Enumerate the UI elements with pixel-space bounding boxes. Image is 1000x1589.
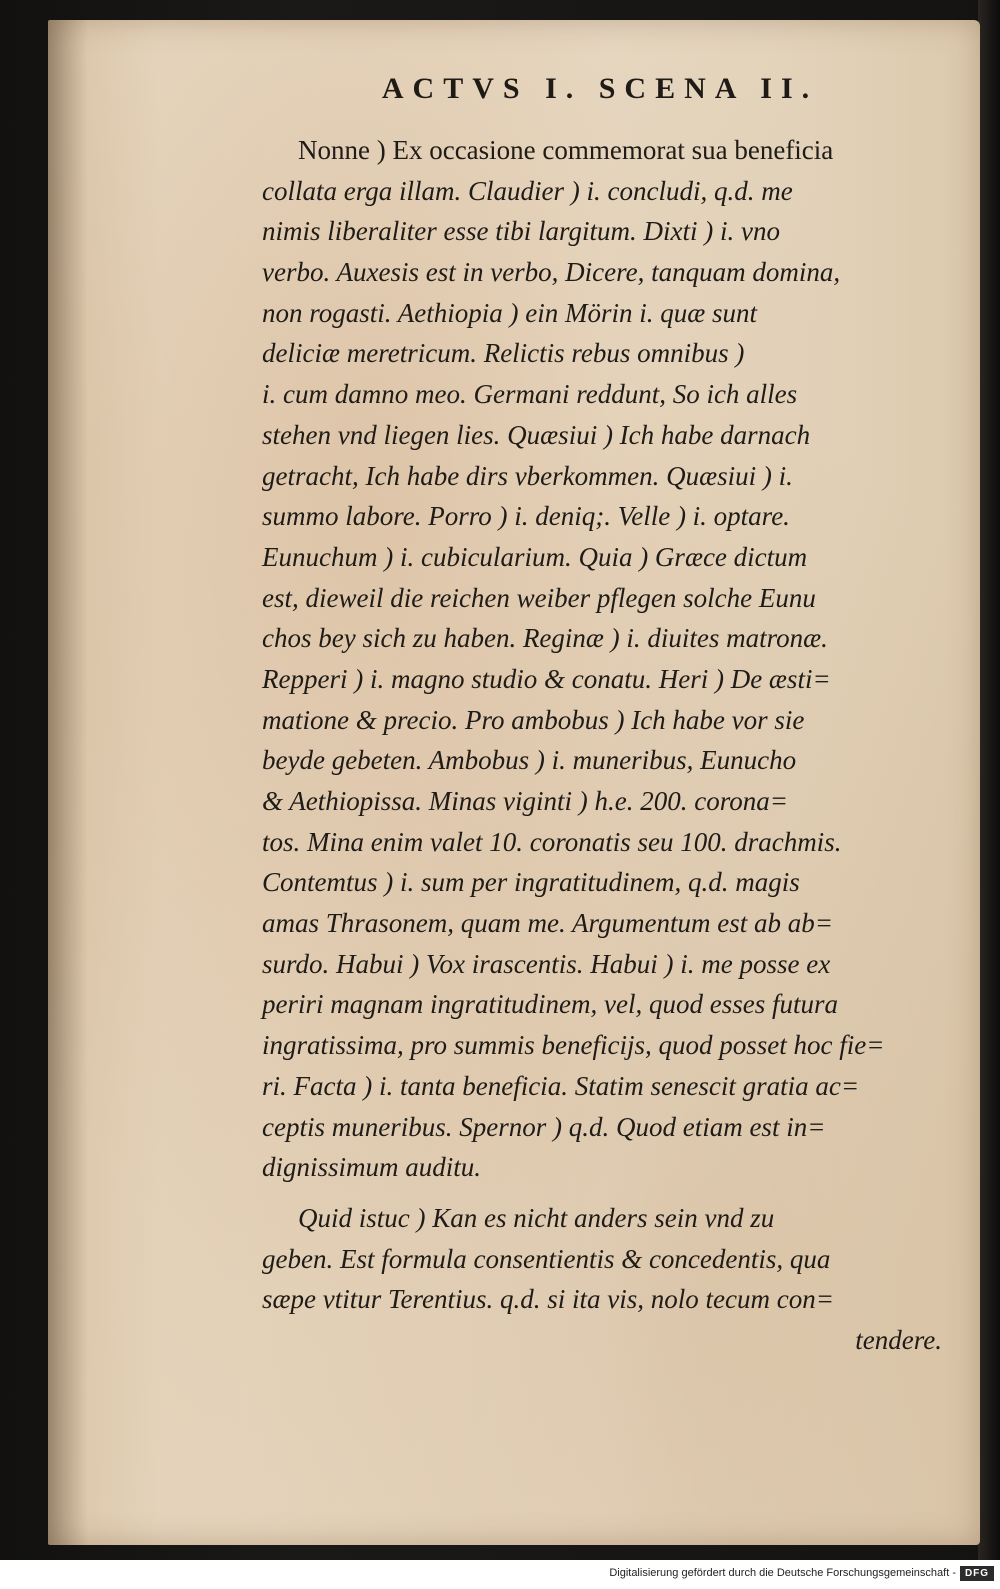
text-line: amas Thrasonem, quam me. Argumentum est ab ab= (262, 908, 833, 939)
text-line: & Aethiopissa. Minas viginti ) h.e. 200. corona= (262, 786, 788, 816)
text-line: ceptis muneribus. Spernor ) q.d. Quod etiam est in= (262, 1111, 826, 1142)
text-line: geben. Est formula consentientis & concedentis, qua (262, 1243, 831, 1274)
footer-credit: Digitalisierung gefördert durch die Deutsche Forschungsgemeinschaft - (609, 1567, 956, 1579)
text-line: est, dieweil die reichen weiber pflegen solche Eunu (262, 582, 816, 613)
text-line: ri. Facta ) i. tanta beneficia. Statim senescit gratia ac= (262, 1070, 860, 1101)
spine-shadow (48, 20, 88, 1545)
text-line: verbo. Auxesis est in verbo, Dicere, tanquam domina, (262, 257, 841, 288)
text-line: summo labore. Porro ) i. deniq;. Velle ) i. optare. (262, 501, 790, 532)
text-line: Repperi ) i. magno studio & conatu. Heri ) De æsti= (262, 663, 831, 694)
text-line: getracht, Ich habe dirs vberkommen. Quæsiui ) i. (262, 460, 793, 491)
text-line: dignissimum auditu. (262, 1152, 482, 1183)
text-line: i. cum damno meo. Germani reddunt, So ich alles (262, 379, 798, 410)
text-line: Quid istuc ) Kan es nicht anders sein vnd zu (298, 1202, 775, 1233)
text-line: matione & precio. Pro ambobus ) Ich habe vor sie (262, 704, 805, 735)
running-header: ACTVS I. SCENA II. (381, 72, 819, 105)
text-line: Eunuchum ) i. cubicularium. Quia ) Græce dictum (262, 541, 808, 572)
commentary-text (262, 130, 942, 1361)
text-line: tos. Mina enim valet 10. coronatis seu 100. drachmis. (262, 826, 842, 857)
text-line: ingratissima, pro summis beneficijs, quod posset hoc fie= (262, 1030, 885, 1061)
text-line: collata erga illam. Claudier ) i. concludi, q.d. me (262, 175, 793, 206)
text-line: sæpe vtitur Terentius. q.d. si ita vis, nolo tecum con= (262, 1284, 834, 1315)
text-line: beyde gebeten. Ambobus ) i. muneribus, Eunucho (262, 745, 797, 776)
text-line: deliciæ meretricum. Relictis rebus omnibus ) (262, 338, 745, 369)
book-edge (978, 0, 1000, 1560)
text-line: surdo. Habui ) Vox irascentis. Habui ) i. me posse ex (262, 948, 831, 979)
dfg-logo: DFG (960, 1566, 994, 1581)
text-line: Nonne ) Ex occasione commemorat sua beneficia (298, 135, 834, 165)
text-line: periri magnam ingratitudinem, vel, quod esses futura (262, 989, 838, 1020)
digitization-footer (0, 1560, 1000, 1589)
text-line: chos bey sich zu haben. Reginæ ) i. diuites matronæ. (262, 623, 828, 654)
text-line: nimis liberaliter esse tibi largitum. Dixti ) i. vno (262, 216, 780, 247)
text-line: stehen vnd liegen lies. Quæsiui ) Ich habe darnach (262, 419, 811, 450)
text-line: Contemtus ) i. sum per ingratitudinem, q.d. magis (262, 867, 800, 898)
text-line: non rogasti. Aethiopia ) ein Mörin i. quæ sunt (262, 297, 758, 328)
text-line: tendere. (855, 1324, 942, 1355)
